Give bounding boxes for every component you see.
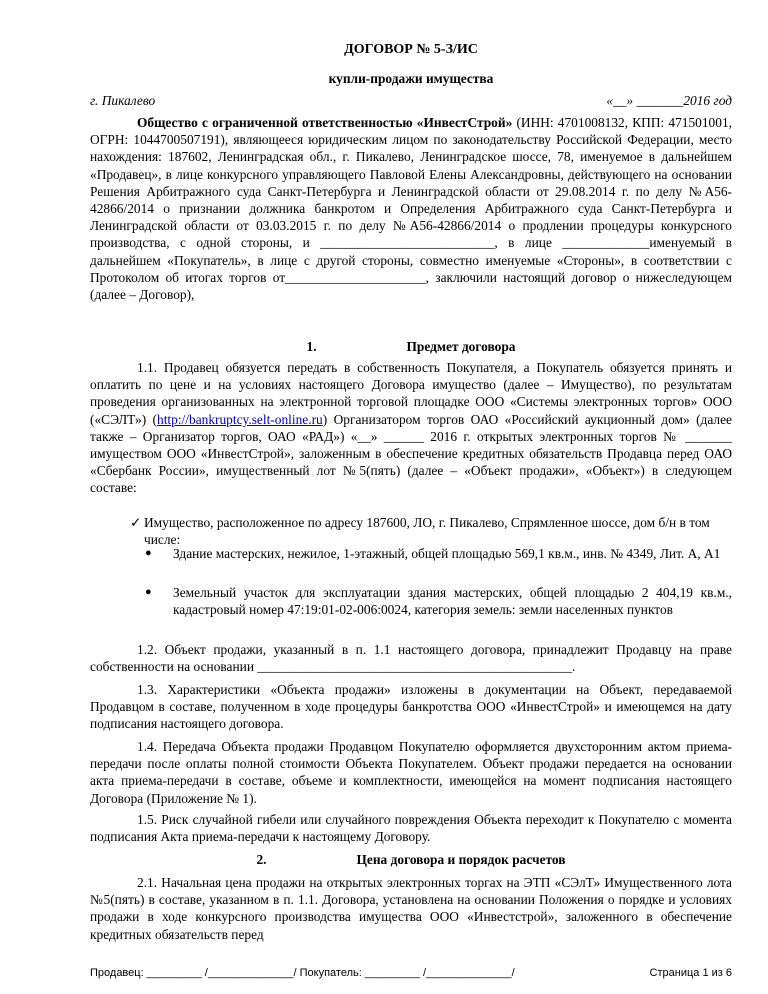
clause-1-4 — [90, 738, 732, 807]
section-1-title: Предмет договора — [406, 339, 516, 354]
clause-1-5 — [90, 811, 732, 845]
list-item — [145, 584, 732, 618]
section-2-title: Цена договора и порядок расчетов — [356, 852, 566, 867]
clause-1-2 — [90, 641, 732, 675]
signature-line: Продавец: _________ /______________/ Покупатель: _________ /______________/ — [90, 967, 515, 979]
section-1-heading — [90, 338, 732, 355]
clause-1-5-text: 1.5. Риск случайной гибели или случайного повреждения Объекта переходит к Покупателю с момента подписания Акта приема-передачи к настоящему Договору. — [90, 812, 732, 845]
document-subtitle: купли-продажи имущества — [328, 71, 494, 86]
city: г. Пикалево — [90, 93, 156, 108]
list-item — [145, 545, 732, 562]
clause-1-3-text: 1.3. Характеристики «Объекта продажи» изложены в документации на Объект, передаваемой Продавцом в составе, полученном в ходе процедуры банкротства ООО «ИнвестСтрой» и имеющемся на дату подписания настоящего договора. — [90, 682, 732, 732]
list-item-text: Здание мастерских, нежилое, 1-этажный, общей площадью 569,1 кв.м., инв. № 4349, Лит. А, А1 — [173, 546, 721, 561]
company-name: Общество с ограниченной ответственностью «ИнвестСтрой» — [137, 115, 513, 130]
bankruptcy-selt-link[interactable]: http://bankruptcy.selt-online.ru — [157, 411, 323, 427]
contract-date: «__» _______2016 год — [606, 93, 732, 108]
clause-1-1-text-start: 1.1. Продавец обязуется передать в собственность Покупателя, а Покупатель обязуется принять и оплатить по цене и на условиях настоящего Договора имущество (далее – Имущество), по результатам проведения организованных на электронной торговой площадке ООО «Системы электронных торгов» ООО («СЭЛТ») ( — [90, 360, 732, 427]
bullet-icon: ● — [145, 547, 152, 559]
preamble — [90, 114, 732, 303]
clause-1-2-text: 1.2. Объект продажи, указанный в п. 1.1 настоящего договора, принадлежит Продавцу на праве собственности на основании _______________________________________________. — [90, 642, 732, 675]
property-address: Имущество, расположенное по адресу 187600, ЛО, г. Пикалево, Спрямленное шоссе, дом б/н в том числе: — [144, 515, 710, 548]
list-item-text: Земельный участок для эксплуатации здания мастерских, общей площадью 2 404,19 кв.м., кадастровый номер 47:19:01-02-006:0024, категория земель: земли населенных пунктов — [173, 585, 732, 618]
preamble-text: (ИНН: 4701008132, КПП: 471501001, ОГРН: 1044700507191), являющееся юридическим лицом по законодательству Российской Федерации, место нахождения: 187602, Ленинградская обл., г. Пикалево, Ленинградское шоссе, 78, именуемое в дальнейшем «Продавец», в лице конкурсного управляющего Павловой Елены Александровны, действующего на основании Решения Арбитражного суда Санкт-Петербурга и Ленинградской области от 29.08.2014 г. по делу №А56-42866/2014 о признании должника банкротом и Определения Арбитражного суда Санкт-Петербурга и Ленинградской области от 03.03.2015 г. по делу №А56-42866/2014 о продлении процедуры конкурсного производства, с одной стороны, и __________________________, в лице _____________именуемый в дальнейшем «Покупатель», в лице с другой стороны, совместно именуемые «Стороны», в соответствии с Протоколом об итогах торгов от_____________________, заключили настоящий договор о нижеследующем (далее – Договор), — [90, 115, 732, 303]
property-check-item — [130, 514, 730, 548]
clause-2-1 — [90, 874, 732, 943]
section-2-heading — [90, 851, 732, 868]
page-number: Страница 1 из 6 — [649, 967, 732, 979]
clause-1-1-text-end: ) Организатором торгов ОАО «Российский аукционный дом» (далее также – Организатор торгов, ОАО «РАД») «__» ______ 2016 г. открытых электронных торгов № _______ имуществом ООО «ИнвестСтрой», заложенным в обеспечение кредитных обязательств Продавца перед ОАО «Сбербанк России», имущественный лот №5(пять) (далее – «Объект продажи», «Объект») в следующем составе: — [90, 411, 732, 496]
checkmark-icon: ✓ — [130, 515, 142, 530]
clause-2-1-text: 2.1. Начальная цена продажи на открытых электронных торгах на ЭТП «СЭлТ» Имущественного лота №5(пять) в составе, указанном в п. 1.1. Договора, установлена на основании Положения о порядке и условиях продажи в ходе конкурсного производства имущества ООО «Инвестстрой», заложенного в обеспечение кредитных обязательств перед — [90, 875, 732, 942]
clause-1-4-text: 1.4. Передача Объекта продажи Продавцом Покупателю оформляется двухсторонним актом приема-передачи после оплаты полной стоимости Объекта Покупателем. Объект продажи передается на основании акта приема-передачи в составе, объеме и комплектности, имеющейся на момент подписания настоящего Договора (Приложение № 1). — [90, 739, 732, 806]
document-title: ДОГОВОР № 5-З/ИС — [344, 42, 478, 57]
clause-1-3 — [90, 681, 732, 733]
section-2-number: 2. — [256, 852, 267, 867]
clause-1-1 — [90, 359, 732, 497]
section-1-number: 1. — [306, 339, 317, 354]
bullet-icon: ● — [145, 586, 152, 598]
